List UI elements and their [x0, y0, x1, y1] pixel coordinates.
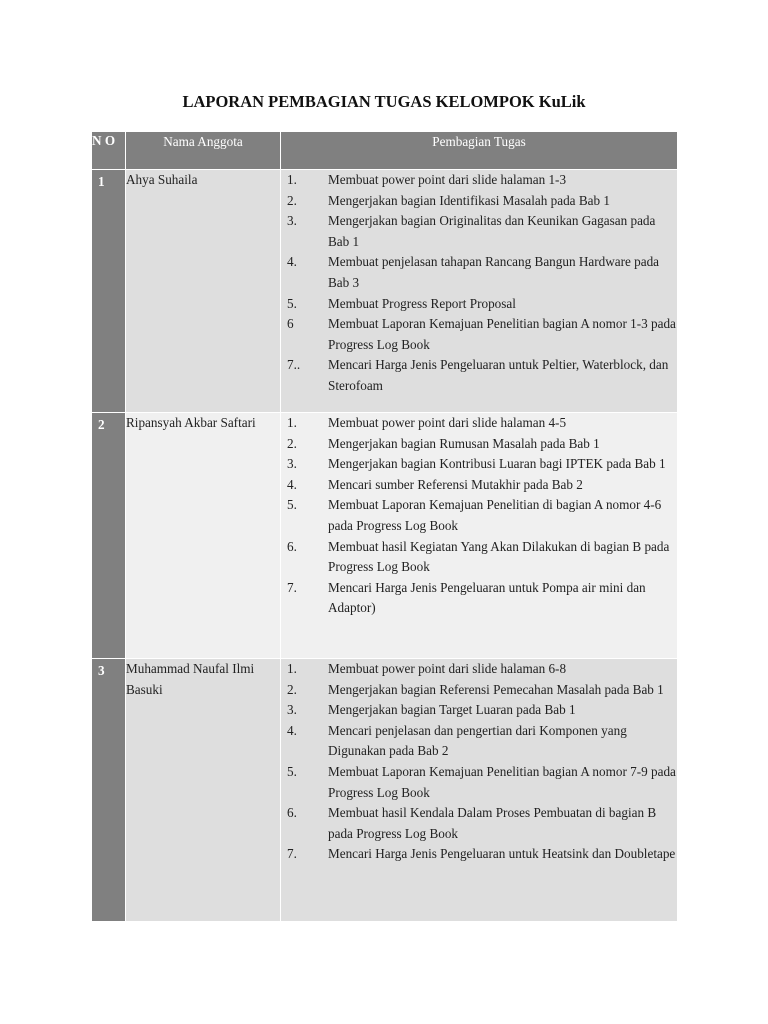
task-item	[281, 844, 677, 865]
task-text: Mengerjakan bagian Originalitas dan Keunikan Gagasan pada Bab 1	[328, 213, 656, 249]
row-number: 3	[92, 659, 126, 922]
task-number: 5.	[287, 763, 297, 779]
task-item	[281, 170, 677, 191]
task-item	[281, 700, 677, 721]
task-number: 7.	[287, 846, 297, 862]
task-text: Membuat hasil Kegiatan Yang Akan Dilakukan di bagian B pada Progress Log Book	[328, 538, 670, 575]
row-number: 1	[92, 170, 126, 413]
task-number: 4.	[287, 722, 297, 738]
task-text: Membuat Progress Report Proposal	[328, 295, 516, 311]
task-item	[281, 762, 677, 803]
task-item	[281, 680, 677, 701]
task-number: 3.	[287, 456, 297, 472]
task-number: 1.	[287, 415, 297, 430]
task-text: Mengerjakan bagian Identifikasi Masalah pada Bab 1	[328, 192, 610, 208]
task-text: Mengerjakan bagian Rumusan Masalah pada Bab 1	[328, 435, 600, 451]
task-text: Mengerjakan bagian Target Luaran pada Bab 1	[328, 702, 576, 718]
task-item	[281, 454, 677, 475]
task-item	[281, 537, 677, 578]
task-number: 2.	[287, 192, 297, 208]
task-item	[281, 434, 677, 455]
table-row	[92, 170, 678, 413]
task-number: 6.	[287, 538, 297, 554]
table-row	[92, 413, 678, 659]
task-list-cell	[281, 170, 678, 413]
task-item	[281, 803, 677, 844]
row-number: 2	[92, 413, 126, 659]
task-number: 2.	[287, 681, 297, 697]
task-list	[281, 413, 677, 619]
task-item	[281, 252, 677, 293]
task-text: Membuat Laporan Kemajuan Penelitian di bagian A nomor 4-6 pada Progress Log Book	[328, 497, 662, 533]
header-tasks: Pembagian Tugas	[281, 132, 678, 170]
task-item	[281, 721, 677, 762]
task-list-cell	[281, 413, 678, 659]
task-text: Membuat power point dari slide halaman 6-8	[328, 661, 567, 676]
task-number: 7.	[287, 579, 297, 595]
task-number: 3.	[287, 213, 297, 229]
task-number: 4.	[287, 254, 297, 270]
task-text: Membuat power point dari slide halaman 1-3	[328, 172, 567, 187]
task-item	[281, 578, 677, 619]
header-name: Nama Anggota	[126, 132, 281, 170]
task-item	[281, 294, 677, 315]
table-header-row	[92, 132, 678, 170]
task-text: Membuat penjelasan tahapan Rancang Bangun Hardware pada Bab 3	[328, 254, 660, 290]
task-item	[281, 191, 677, 212]
task-text: Membuat hasil Kendala Dalam Proses Pembuatan di bagian B pada Progress Log Book	[328, 805, 657, 841]
task-item	[281, 413, 677, 434]
task-text: Membuat Laporan Kemajuan Penelitian bagian A nomor 1-3 pada Progress Log Book	[328, 316, 676, 352]
task-number: 1.	[287, 172, 297, 187]
task-number: 2.	[287, 435, 297, 451]
task-number: 4.	[287, 476, 297, 492]
task-number: 5.	[287, 295, 297, 311]
task-item	[281, 475, 677, 496]
task-text: Mencari Harga Jenis Pengeluaran untuk Peltier, Waterblock, dan Sterofoam	[328, 357, 669, 393]
table-row	[92, 659, 678, 922]
task-text: Membuat power point dari slide halaman 4-5	[328, 415, 567, 430]
task-number: 6.	[287, 805, 297, 821]
task-item	[281, 659, 677, 680]
task-number: 5.	[287, 497, 297, 513]
member-name: Ripansyah Akbar Saftari	[126, 413, 281, 659]
task-list	[281, 659, 677, 865]
task-number: 1.	[287, 661, 297, 676]
task-list	[281, 170, 677, 397]
task-text: Membuat Laporan Kemajuan Penelitian bagian A nomor 7-9 pada Progress Log Book	[328, 763, 676, 800]
task-number: 3.	[287, 702, 297, 718]
task-table	[91, 131, 678, 922]
task-number: 7..	[287, 357, 301, 373]
task-text: Mencari penjelasan dan pengertian dari Komponen yang Digunakan pada Bab 2	[328, 722, 627, 759]
page-title: LAPORAN PEMBAGIAN TUGAS KELOMPOK KuLik	[182, 92, 586, 111]
task-item	[281, 314, 677, 355]
task-item	[281, 495, 677, 536]
task-text: Mencari sumber Referensi Mutakhir pada Bab 2	[328, 476, 583, 492]
task-item	[281, 211, 677, 252]
header-no: N O	[92, 132, 126, 170]
task-text: Mengerjakan bagian Kontribusi Luaran bagi IPTEK pada Bab 1	[328, 456, 666, 472]
member-name: Ahya Suhaila	[126, 170, 281, 413]
task-list-cell	[281, 659, 678, 922]
task-text: Mencari Harga Jenis Pengeluaran untuk Heatsink dan Doubletape	[328, 846, 676, 862]
member-name: Muhammad Naufal Ilmi Basuki	[126, 659, 281, 922]
task-number: 6	[287, 316, 294, 332]
task-item	[281, 355, 677, 396]
task-text: Mengerjakan bagian Referensi Pemecahan Masalah pada Bab 1	[328, 681, 664, 697]
task-text: Mencari Harga Jenis Pengeluaran untuk Pompa air mini dan Adaptor)	[328, 579, 646, 616]
